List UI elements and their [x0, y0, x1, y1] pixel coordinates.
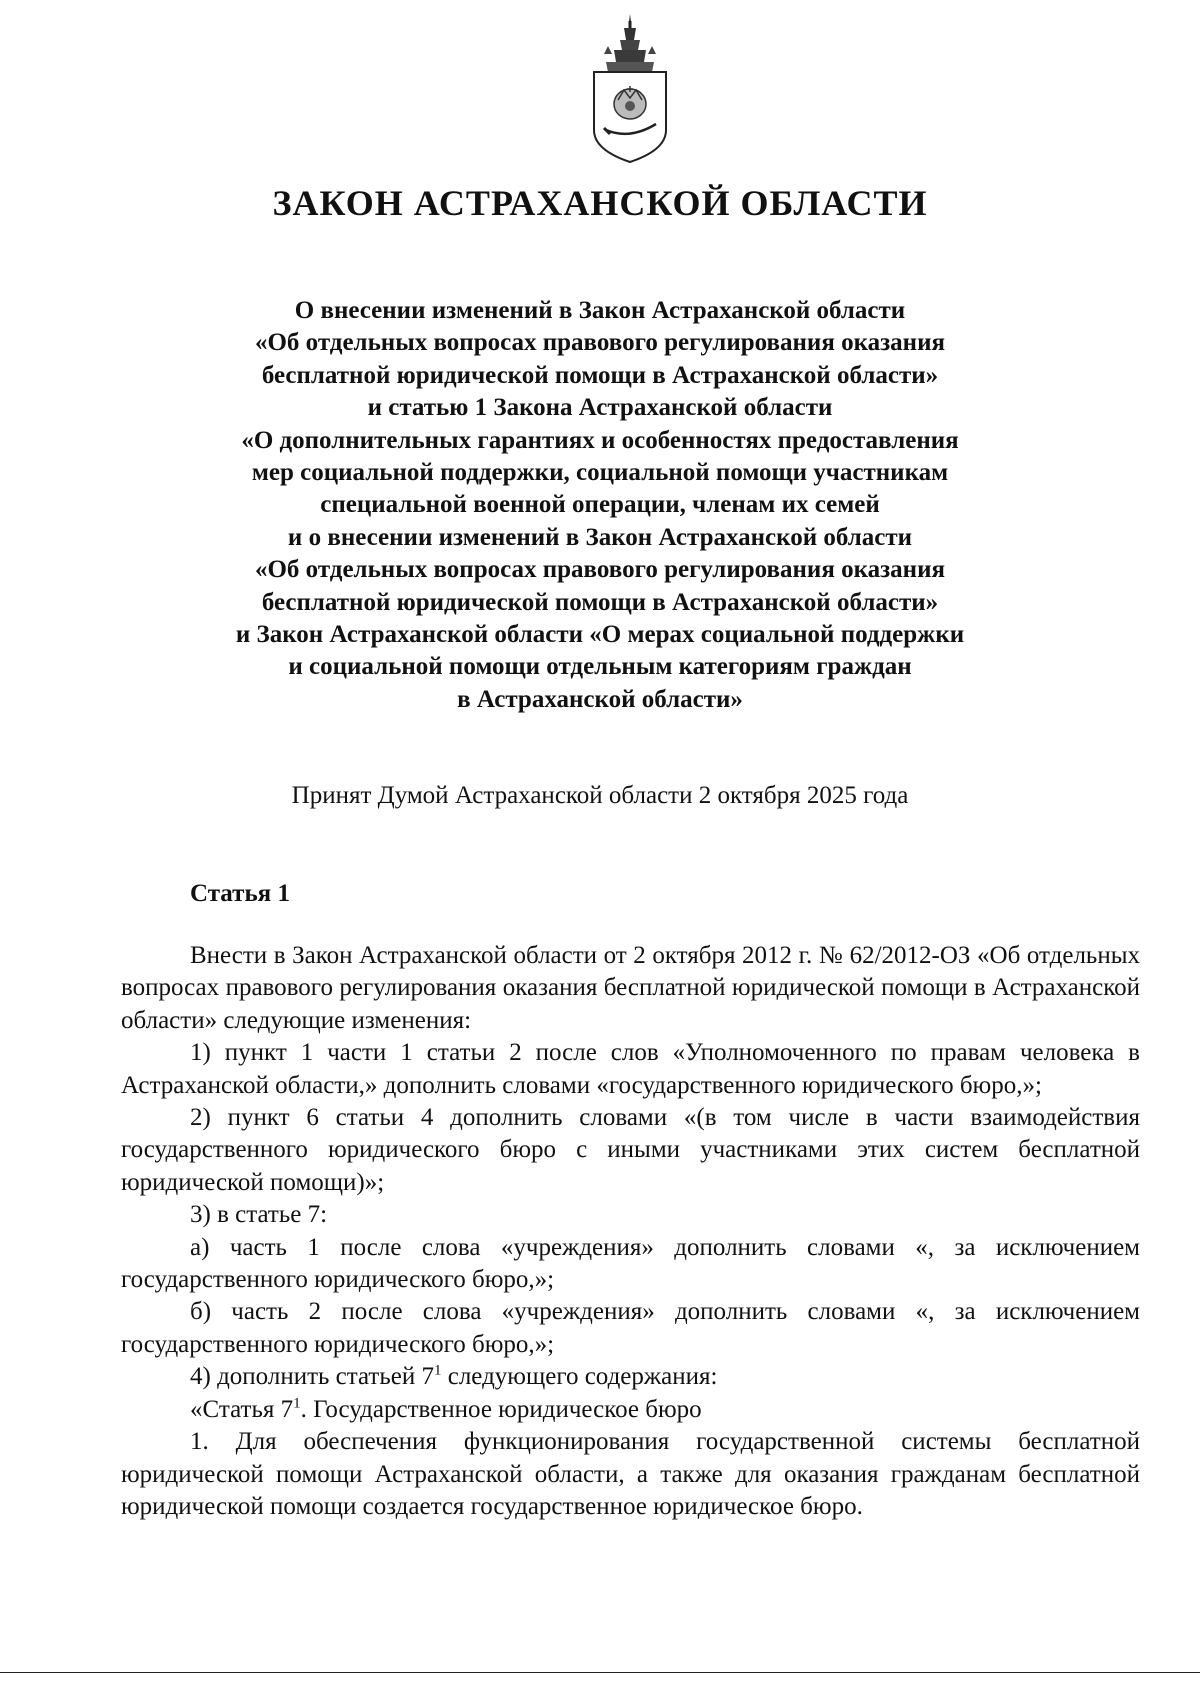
paragraph: 2) пункт 6 статьи 4 дополнить словами «(в том числе в части взаимодействия государственного юридического бюро с иными участниками этих систем бесплатной юридической помощи)»; — [121, 1104, 1140, 1196]
footer-divider — [0, 1672, 1200, 1673]
article-heading: Статья 1 — [190, 880, 290, 907]
paragraph-text: . Государственное юридическое бюро — [300, 1395, 702, 1423]
subtitle-line: О внесении изменений в Закон Астраханской области — [294, 297, 906, 324]
subtitle-line: специальной военной операции, членам их семей — [320, 491, 880, 519]
subtitle-line: «Об отдельных вопросах правового регулирования оказания — [254, 329, 946, 357]
subtitle-line: «О дополнительных гарантиях и особенностях предоставления — [241, 426, 959, 454]
paragraph: 1) пункт 1 части 1 статьи 2 после слов «Уполномоченного по правам человека в Астраханской области,» дополнить словами «государственного юридического бюро,»; — [121, 1039, 1140, 1099]
paragraph — [121, 1361, 1140, 1393]
paragraph-text: следующего содержания: — [441, 1363, 718, 1391]
subtitle-line: бесплатной юридической помощи в Астраханской области» — [261, 361, 939, 389]
paragraph: 3) в статье 7: — [190, 1201, 328, 1229]
law-title: ЗАКОН АСТРАХАНСКОЙ ОБЛАСТИ — [272, 183, 928, 223]
subtitle-line: «Об отдельных вопросах правового регулирования оказания — [254, 556, 946, 584]
subtitle-line: и статью 1 Закона Астраханской области — [367, 394, 833, 422]
subtitle-line: и социальной помощи отдельным категориям граждан — [288, 653, 912, 681]
paragraph: 1. Для обеспечения функционирования государственной системы бесплатной юридической помощи Астраханской области, а также для оказания гражданам бесплатной юридической помощи создается государственное юридическое бюро. — [121, 1428, 1140, 1520]
coat-of-arms-icon — [584, 10, 676, 168]
article-body — [121, 940, 1140, 1523]
paragraph-text: «Статья 7 — [190, 1395, 294, 1423]
paragraph: б) часть 2 после слова «учреждения» дополнить словами «, за исключением государственного юридического бюро,»; — [121, 1298, 1140, 1358]
law-subtitle — [0, 295, 1200, 716]
paragraph: а) часть 1 после слова «учреждения» дополнить словами «, за исключением государственного юридического бюро,»; — [121, 1233, 1140, 1294]
adoption-note: Принят Думой Астраханской области 2 октября 2025 года — [291, 782, 909, 809]
subtitle-line: в Астраханской области» — [457, 685, 743, 713]
paragraph: Внести в Закон Астраханской области от 2 октября 2012 г. № 62/2012-ОЗ «Об отдельных вопросах правового регулирования оказания бесплатной юридической помощи в Астраханской области» следующие изменения: — [121, 942, 1140, 1034]
paragraph — [121, 1394, 1140, 1426]
superscript: 1 — [433, 1362, 442, 1379]
subtitle-line: бесплатной юридической помощи в Астраханской области» — [261, 588, 939, 616]
subtitle-line: и Закон Астраханской области «О мерах социальной поддержки — [235, 621, 965, 649]
subtitle-line: мер социальной поддержки, социальной помощи участникам — [251, 459, 949, 487]
subtitle-line: и о внесении изменений в Закон Астраханской области — [287, 523, 913, 551]
superscript: 1 — [293, 1395, 301, 1412]
paragraph-text: 4) дополнить статьей 7 — [190, 1363, 434, 1391]
